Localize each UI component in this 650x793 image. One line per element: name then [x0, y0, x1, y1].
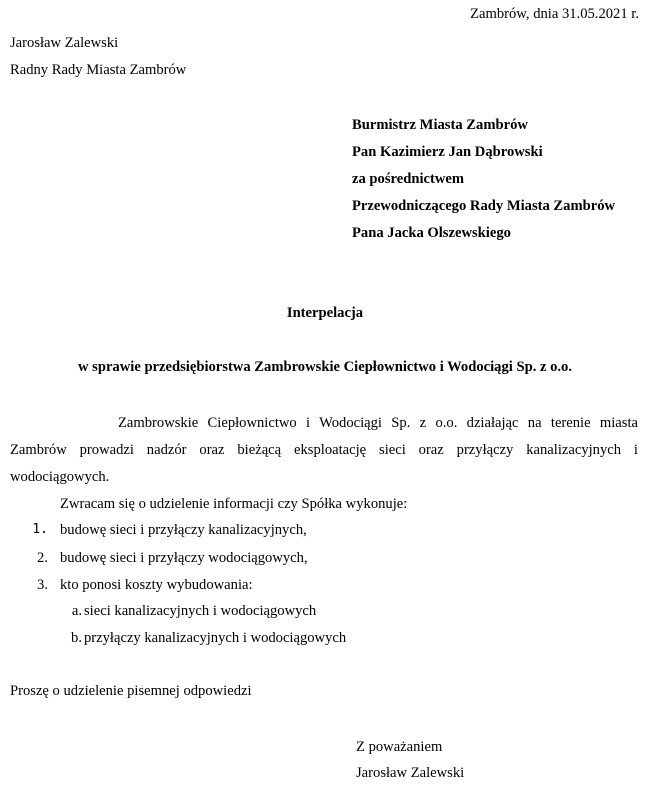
closing-request: Proszę o udzielenie pisemnej odpowiedzi [10, 683, 252, 699]
sublist-item-text: sieci kanalizacyjnych i wodociągowych [84, 603, 317, 619]
document-subject: w sprawie przedsiębiorstwa Zambrowskie Ciepłownictwo i Wodociągi Sp. z o.o. [77, 359, 573, 375]
document-title: Interpelacja [286, 305, 364, 321]
addressee-line-5: Pana Jacka Olszewskiego [352, 225, 511, 241]
closing-regards: Z poważaniem [356, 739, 443, 755]
body-paragraph: Zambrowskie Ciepłownictwo i Wodociągi Sp. z o.o. działając na terenie miasta Zambrów prowadzi nadzór oraz bieżącą eksploatację sieci oraz przyłączy kanalizacyjnych i wodociągowych. [10, 415, 638, 485]
sublist-item-text: przyłączy kanalizacyjnych i wodociągowych [84, 630, 347, 646]
addressee-line-3: za pośrednictwem [352, 171, 465, 187]
request-line: Zwracam się o udzielenie informacji czy Spółka wykonuje: [60, 496, 408, 512]
document-date: Zambrów, dnia 31.05.2021 r. [470, 6, 639, 22]
sublist-item-letter: b. [71, 630, 82, 646]
addressee-line-2: Pan Kazimierz Jan Dąbrowski [352, 144, 543, 160]
list-item-number: 1. [32, 522, 48, 537]
addressee-line-4: Przewodniczącego Rady Miasta Zambrów [352, 198, 616, 214]
signature-name: Jarosław Zalewski [356, 765, 465, 781]
list-item-text: budowę sieci i przyłączy wodociągowych, [60, 550, 308, 566]
addressee-line-1: Burmistrz Miasta Zambrów [352, 117, 528, 133]
list-item-text: kto ponosi koszty wybudowania: [60, 577, 253, 593]
sublist-item-letter: a. [71, 603, 82, 619]
author-name: Jarosław Zalewski [10, 35, 119, 51]
list-item-number: 2. [37, 550, 48, 566]
list-item-text: budowę sieci i przyłączy kanalizacyjnych, [60, 522, 307, 538]
list-item-number: 3. [37, 577, 48, 593]
author-role: Radny Rady Miasta Zambrów [10, 62, 187, 78]
